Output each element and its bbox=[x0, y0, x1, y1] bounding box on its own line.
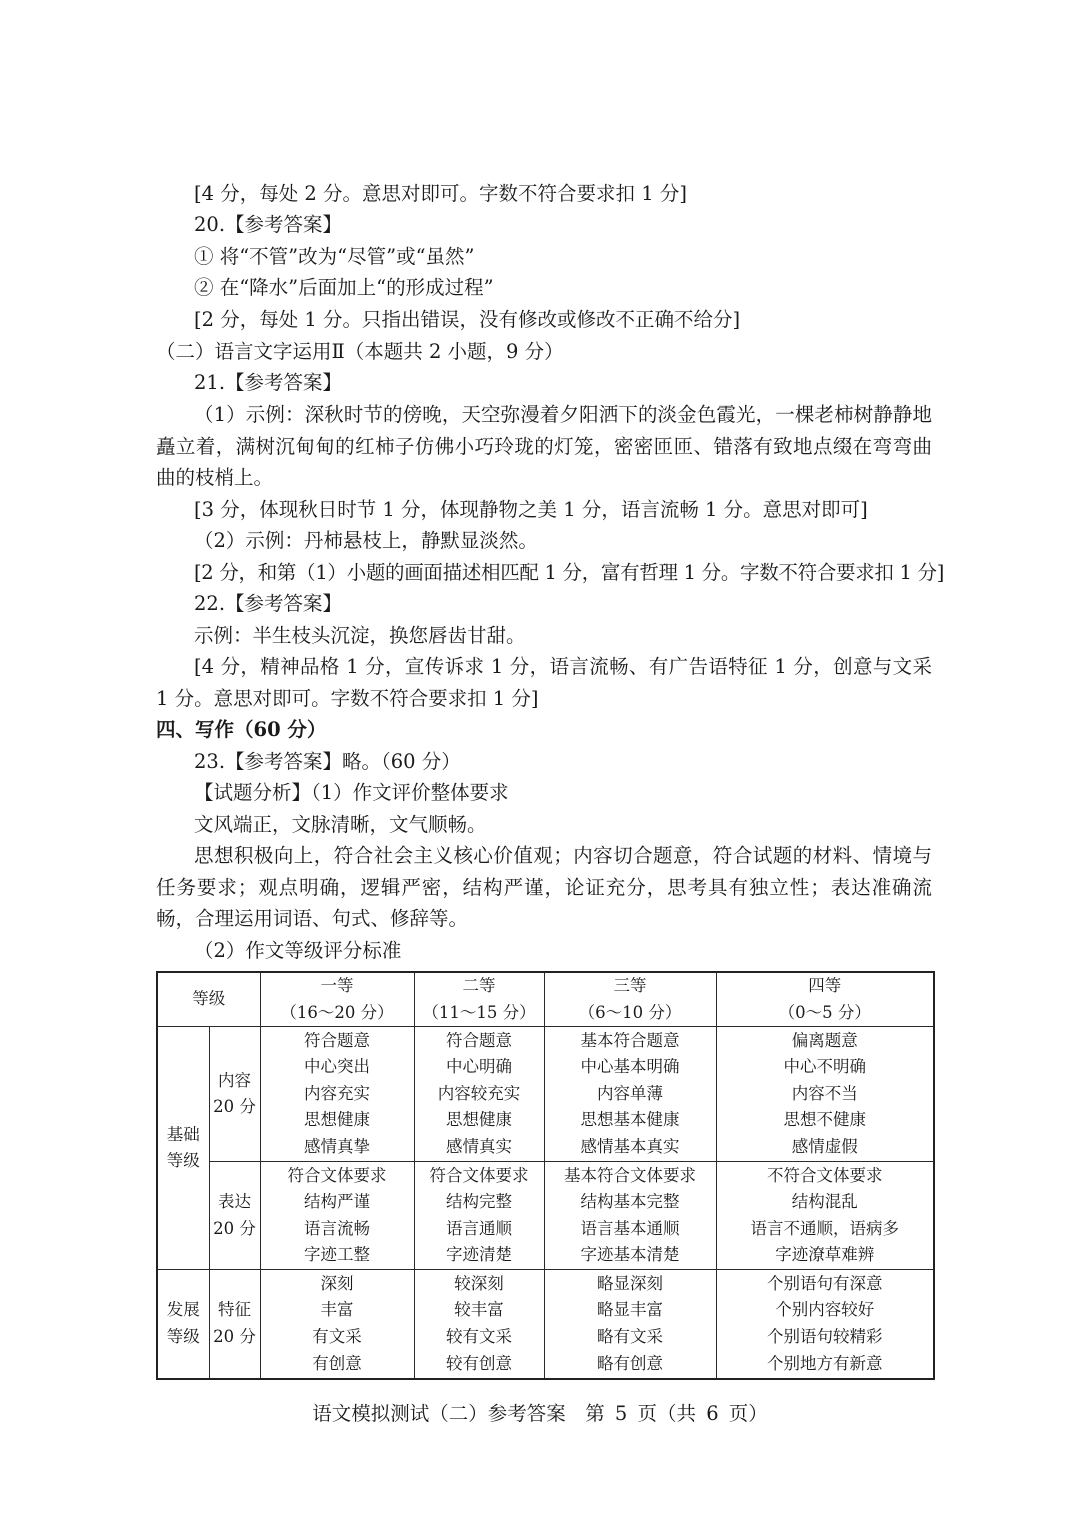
q19-score-note: [4 分，每处 2 分。意思对即可。字数不符合要求扣 1 分] bbox=[194, 182, 687, 205]
grade-4-header: 四等 （0～5 分） bbox=[716, 972, 934, 1027]
content-label: 内容 20 分 bbox=[209, 1027, 260, 1162]
features-row bbox=[157, 1270, 934, 1379]
expression-label: 表达 20 分 bbox=[209, 1162, 260, 1270]
features-grade-3: 略显深刻 略显丰富 略有文采 略有创意 bbox=[544, 1270, 716, 1379]
q21-score-note-1: [3 分，体现秋日时节 1 分，体现静物之美 1 分，语言流畅 1 分。意思对即可] bbox=[194, 498, 868, 521]
features-label: 特征 20 分 bbox=[209, 1270, 260, 1379]
q21-answer-1: （1）示例：深秋时节的傍晚，天空弥漫着夕阳洒下的淡金色霞光，一棵老柿树静静地矗立着，满树沉甸甸的红柿子仿佛小巧玲珑的灯笼，密密匝匝、错落有致地点缀在弯弯曲曲的枝梢上。 bbox=[156, 403, 932, 489]
section-2-heading: （二）语言文字运用Ⅱ（本题共 2 小题，9 分） bbox=[156, 340, 564, 363]
content-grade-1: 符合题意 中心突出 内容充实 思想健康 感情真挚 bbox=[260, 1027, 414, 1162]
grade-label: 等级 bbox=[157, 972, 260, 1027]
q23-style-requirement: 文风端正，文脉清晰，文气顺畅。 bbox=[194, 813, 487, 836]
q23-content-requirement: 思想积极向上，符合社会主义核心价值观；内容切合题意，符合试题的材料、情境与任务要求；观点明确，逻辑严密，结构严谨，论证充分，思考具有独立性；表达准确流畅，合理运用词语、句式、修辞等。 bbox=[156, 844, 932, 930]
q23-analysis-heading: 【试题分析】（1）作文评价整体要求 bbox=[194, 781, 509, 804]
q22-answer: 示例：半生枝头沉淀，换您唇齿甘甜。 bbox=[194, 624, 526, 647]
q20-answer-2: ② 在“降水”后面加上“的形成过程” bbox=[194, 276, 494, 299]
basic-level-label: 基础 等级 bbox=[157, 1027, 209, 1270]
grade-3-header: 三等 （6～10 分） bbox=[544, 972, 716, 1027]
features-grade-4: 个别语句有深意 个别内容较好 个别语句较精彩 个别地方有新意 bbox=[716, 1270, 934, 1379]
q22-heading: 22.【参考答案】 bbox=[194, 592, 343, 615]
expression-row bbox=[157, 1162, 934, 1270]
expression-grade-1: 符合文体要求 结构严谨 语言流畅 字迹工整 bbox=[260, 1162, 414, 1270]
features-grade-2: 较深刻 较丰富 较有文采 较有创意 bbox=[414, 1270, 544, 1379]
content-row bbox=[157, 1027, 934, 1162]
q20-answer-1: ① 将“不管”改为“尽管”或“虽然” bbox=[194, 245, 475, 268]
content-grade-3: 基本符合题意 中心基本明确 内容单薄 思想基本健康 感情基本真实 bbox=[544, 1027, 716, 1162]
q20-heading: 20.【参考答案】 bbox=[194, 213, 343, 236]
q23-heading: 23.【参考答案】略。（60 分） bbox=[194, 750, 461, 773]
development-level-label: 发展 等级 bbox=[157, 1270, 209, 1379]
section-4-heading: 四、写作（60 分） bbox=[156, 718, 327, 741]
q22-score-note: [4 分，精神品格 1 分，宣传诉求 1 分，语言流畅、有广告语特征 1 分，创意与文采 1 分。意思对即可。字数不符合要求扣 1 分] bbox=[156, 655, 932, 710]
content-grade-2: 符合题意 中心明确 内容较充实 思想健康 感情真实 bbox=[414, 1027, 544, 1162]
grading-standard-table bbox=[156, 971, 935, 1380]
q21-heading: 21.【参考答案】 bbox=[194, 371, 343, 394]
content-grade-4: 偏离题意 中心不明确 内容不当 思想不健康 感情虚假 bbox=[716, 1027, 934, 1162]
q23-grading-standard-heading: （2）作文等级评分标准 bbox=[194, 939, 402, 962]
page-footer: 语文模拟测试（二）参考答案 第 5 页（共 6 页） bbox=[312, 1402, 768, 1425]
features-grade-1: 深刻 丰富 有文采 有创意 bbox=[260, 1270, 414, 1379]
expression-grade-3: 基本符合文体要求 结构基本完整 语言基本通顺 字迹基本清楚 bbox=[544, 1162, 716, 1270]
table-header-row bbox=[157, 972, 934, 1027]
expression-grade-4: 不符合文体要求 结构混乱 语言不通顺，语病多 字迹潦草难辨 bbox=[716, 1162, 934, 1270]
grade-1-header: 一等 （16～20 分） bbox=[260, 972, 414, 1027]
q20-score-note: [2 分，每处 1 分。只指出错误，没有修改或修改不正确不给分] bbox=[194, 308, 741, 331]
q21-score-note-2: [2 分，和第（1）小题的画面描述相匹配 1 分，富有哲理 1 分。字数不符合要求扣 1 分] bbox=[194, 561, 945, 584]
expression-grade-2: 符合文体要求 结构完整 语言通顺 字迹清楚 bbox=[414, 1162, 544, 1270]
grade-2-header: 二等 （11～15 分） bbox=[414, 972, 544, 1027]
q21-answer-2: （2）示例：丹柿悬枝上，静默显淡然。 bbox=[194, 529, 538, 552]
